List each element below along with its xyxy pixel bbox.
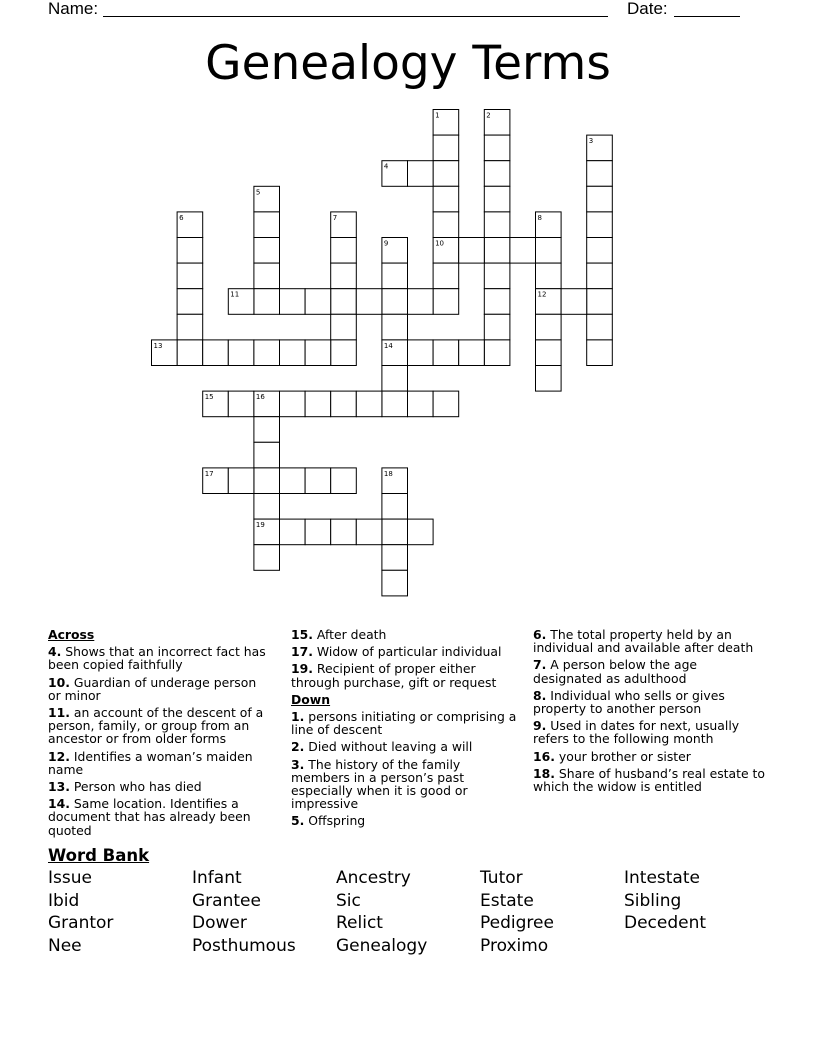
crossword-cell[interactable] [331, 289, 357, 315]
crossword-cell[interactable] [408, 391, 434, 417]
crossword-cell[interactable] [382, 263, 408, 289]
crossword-cell[interactable] [484, 289, 510, 315]
clue-number: 13 [153, 341, 163, 350]
word-bank-word: Ibid [48, 890, 80, 911]
clues-column-2 [291, 628, 521, 832]
crossword-cell[interactable] [331, 468, 357, 494]
crossword-cell[interactable] [587, 340, 613, 366]
clue-number: 4 [383, 162, 389, 171]
crossword-cell[interactable] [587, 186, 613, 212]
clue-across-14: 14. Same location. Identifies a document that has already been quoted [48, 796, 251, 838]
clue-down-5: 5. Offspring [291, 813, 366, 829]
word-bank-word: Proximo [480, 935, 549, 956]
crossword-cell[interactable] [408, 161, 434, 187]
crossword-cell[interactable] [536, 340, 562, 366]
clue-across-12: 12. Identifies a woman’s maiden name [48, 748, 253, 777]
word-bank [48, 867, 768, 957]
word-bank-word: Dower [192, 913, 247, 934]
crossword-cell[interactable] [408, 519, 434, 545]
clue-across-19: 19. Recipient of proper either through purchase, gift or request [291, 661, 497, 690]
crossword-cell[interactable] [228, 391, 254, 417]
word-bank-word: Relict [336, 913, 383, 934]
word-bank-word: Estate [480, 890, 534, 911]
clue-number: 17 [204, 469, 214, 478]
clue-down-2: 2. Died without leaving a will [291, 739, 473, 755]
crossword-cell[interactable] [356, 391, 382, 417]
word-bank-word: Ancestry [336, 868, 411, 888]
crossword-cell[interactable] [254, 494, 280, 520]
crossword-cell[interactable] [382, 289, 408, 315]
clue-across-4: 4. Shows that an incorrect fact has been copied faithfully [48, 644, 266, 673]
word-bank-title: Word Bank [48, 846, 150, 865]
clue-number: 18 [383, 469, 393, 478]
crossword-cell[interactable] [587, 161, 613, 187]
word-bank-word: Nee [48, 935, 82, 956]
crossword-cell[interactable] [382, 314, 408, 340]
crossword-cell[interactable] [459, 340, 485, 366]
clue-number: 11 [230, 290, 240, 299]
crossword-cell[interactable] [305, 340, 331, 366]
clue-number: 15 [204, 393, 214, 402]
crossword-cell[interactable] [254, 442, 280, 468]
crossword-cell[interactable] [382, 366, 408, 392]
crossword-cell[interactable] [254, 289, 280, 315]
clue-down-6: 6. The total property held by an individual and available after death [533, 627, 754, 656]
clue-number: 2 [486, 111, 491, 120]
word-bank-word: Tutor [480, 868, 523, 888]
clue-number: 3 [588, 137, 594, 146]
clue-across-10: 10. Guardian of underage person or minor [48, 674, 257, 703]
word-bank-word: Posthumous [192, 935, 296, 956]
crossword-cell[interactable] [587, 314, 613, 340]
word-bank-word: Intestate [624, 868, 700, 888]
clue-down-18: 18. Share of husband’s real estate to which the widow is entitled [533, 765, 765, 795]
crossword-cell[interactable] [177, 289, 203, 315]
crossword-cell[interactable] [177, 263, 203, 289]
crossword-cell[interactable] [254, 263, 280, 289]
clue-across-13: 13. Person who has died [48, 779, 202, 795]
crossword-cell[interactable] [408, 340, 434, 366]
crossword-cell[interactable] [433, 212, 459, 238]
crossword-cell[interactable] [356, 519, 382, 545]
clue-number: 19 [255, 521, 265, 530]
clue-across-15: 15. After death [291, 627, 387, 642]
crossword-cell[interactable] [280, 391, 306, 417]
crossword-cell[interactable] [536, 366, 562, 392]
clue-number: 1 [435, 111, 440, 120]
crossword-cell[interactable] [331, 314, 357, 340]
crossword-cell[interactable] [433, 135, 459, 161]
clue-down-3: 3. The history of the family members in a person’s past especially when it is good or impressive [291, 756, 468, 812]
date-label: Date: [627, 0, 668, 18]
crossword-cell[interactable] [484, 161, 510, 187]
crossword-cell[interactable] [536, 238, 562, 264]
crossword-cell[interactable] [382, 391, 408, 417]
crossword-cell[interactable] [382, 519, 408, 545]
clue-down-8: 8. Individual who sells or gives property to another person [533, 687, 725, 717]
clue-number: 12 [537, 290, 547, 299]
crossword-cell[interactable] [254, 212, 280, 238]
crossword-cell[interactable] [228, 468, 254, 494]
crossword-cell[interactable] [484, 314, 510, 340]
crossword-cell[interactable] [536, 263, 562, 289]
crossword-cell[interactable] [254, 417, 280, 443]
clue-number: 10 [435, 239, 445, 248]
crossword-cell[interactable] [331, 340, 357, 366]
crossword-cell[interactable] [177, 238, 203, 264]
clue-number: 5 [255, 188, 261, 197]
crossword-cell[interactable] [433, 391, 459, 417]
crossword-cell[interactable] [484, 135, 510, 161]
word-bank-word: Decedent [624, 913, 707, 934]
clue-down-1: 1. persons initiating or comprising a line of descent [291, 709, 517, 738]
crossword-cell[interactable] [356, 289, 382, 315]
crossword-cell[interactable] [280, 519, 306, 545]
crossword-cell[interactable] [433, 340, 459, 366]
clue-across-17: 17. Widow of particular individual [291, 644, 502, 660]
crossword-cell[interactable] [536, 314, 562, 340]
down-heading: Down [291, 691, 331, 707]
crossword-cell[interactable] [382, 494, 408, 520]
word-bank-word: Sic [336, 890, 361, 911]
clue-down-16: 16. your brother or sister [533, 748, 691, 764]
crossword-cell[interactable] [305, 519, 331, 545]
clue-number: 9 [383, 239, 389, 248]
crossword-cell[interactable] [510, 238, 536, 264]
crossword-cell[interactable] [305, 391, 331, 417]
crossword-cell[interactable] [484, 186, 510, 212]
crossword-cell[interactable] [305, 468, 331, 494]
crossword-cell[interactable] [433, 186, 459, 212]
word-bank-word: Grantor [48, 913, 114, 934]
crossword-cell[interactable] [254, 545, 280, 571]
crossword-cell[interactable] [228, 340, 254, 366]
crossword-cell[interactable] [280, 468, 306, 494]
clue-number: 8 [537, 213, 542, 222]
word-bank-word: Sibling [624, 890, 682, 911]
crossword-cell[interactable] [484, 238, 510, 264]
crossword-cell[interactable] [382, 570, 408, 596]
crossword-cell[interactable] [280, 289, 306, 315]
crossword-cell[interactable] [254, 468, 280, 494]
crossword-cell[interactable] [254, 238, 280, 264]
crossword-cell[interactable] [331, 263, 357, 289]
crossword-cell[interactable] [587, 238, 613, 264]
clue-number: 16 [255, 393, 265, 402]
crossword-cell[interactable] [459, 238, 485, 264]
clue-down-7: 7. A person below the age designated as adulthood [533, 657, 698, 686]
crossword-cell[interactable] [382, 545, 408, 571]
clue-number: 14 [383, 341, 393, 350]
crossword-cell[interactable] [177, 340, 203, 366]
clues-column-1 [48, 628, 268, 841]
word-bank-word: Issue [48, 868, 92, 888]
across-heading: Across [48, 627, 95, 642]
crossword-cell[interactable] [433, 289, 459, 315]
clue-across-11: 11. an account of the descent of a person, family, or group from an ancestor or from older forms [48, 705, 264, 747]
page-title: Genealogy Terms [205, 36, 611, 91]
crossword-cell[interactable] [433, 161, 459, 187]
crossword-cell[interactable] [331, 391, 357, 417]
crossword-cell[interactable] [433, 263, 459, 289]
clue-number: 7 [332, 213, 338, 222]
crossword-cell[interactable] [305, 289, 331, 315]
crossword-cell[interactable] [331, 519, 357, 545]
crossword-cell[interactable] [587, 212, 613, 238]
word-bank-word: Pedigree [480, 913, 554, 934]
crossword-cell[interactable] [254, 340, 280, 366]
crossword-cell[interactable] [587, 263, 613, 289]
clues-column-3 [533, 628, 765, 797]
crossword-cell[interactable] [408, 289, 434, 315]
word-bank-word: Infant [192, 868, 242, 888]
crossword-cell[interactable] [331, 238, 357, 264]
crossword-cell[interactable] [587, 289, 613, 315]
crossword-cell[interactable] [203, 340, 229, 366]
name-label: Name: [48, 0, 99, 18]
crossword-cell[interactable] [484, 340, 510, 366]
word-bank-word: Grantee [192, 890, 261, 911]
crossword-cell[interactable] [484, 212, 510, 238]
crossword-cell[interactable] [280, 340, 306, 366]
word-bank-word: Genealogy [336, 935, 428, 956]
crossword-cell[interactable] [177, 314, 203, 340]
clue-number: 6 [179, 213, 184, 222]
crossword-cell[interactable] [561, 289, 587, 315]
crossword-cell[interactable] [484, 263, 510, 289]
clue-down-9: 9. Used in dates for next, usually refers to the following month [533, 718, 740, 747]
